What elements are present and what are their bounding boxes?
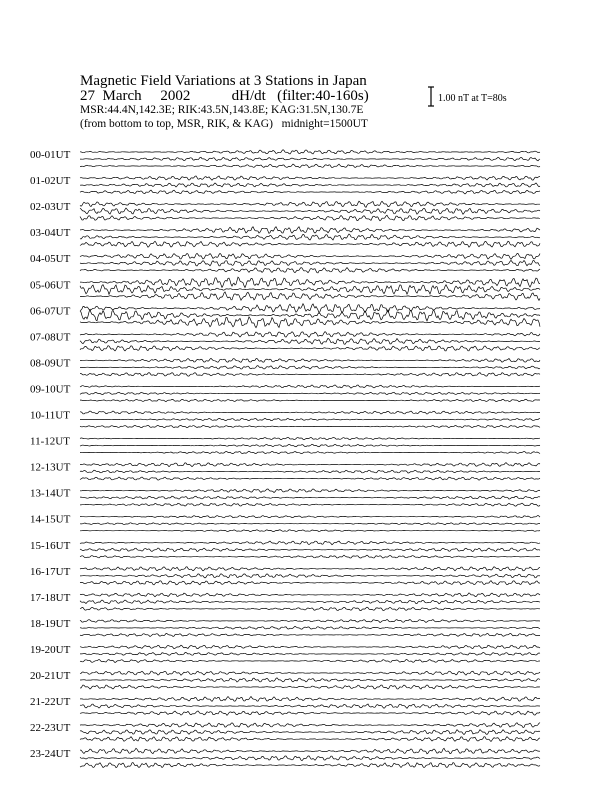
trace-rik — [80, 548, 540, 552]
trace-rik — [80, 444, 540, 446]
trace-rik — [80, 183, 540, 187]
trace-msr — [80, 241, 540, 247]
hour-label: 22-23UT — [30, 722, 71, 735]
scale-bar — [428, 87, 434, 106]
hour-label: 07-08UT — [30, 331, 71, 344]
trace-kag — [80, 385, 540, 388]
trace-msr — [80, 292, 540, 301]
hour-label: 20-21UT — [30, 670, 71, 682]
trace-msr — [80, 634, 540, 637]
trace-msr — [80, 190, 540, 194]
hour-label: 19-20UT — [30, 643, 71, 656]
trace-msr — [80, 503, 540, 506]
quantity-label: dH/dt — [231, 88, 266, 104]
hour-label: 14-15UT — [30, 513, 71, 526]
trace-msr — [80, 581, 540, 585]
trace-rik — [80, 157, 540, 161]
hour-label: 10-11UT — [30, 409, 70, 422]
trace-kag — [80, 697, 540, 702]
hour-label: 02-03UT — [30, 201, 71, 214]
trace-kag — [80, 645, 540, 649]
trace-msr — [80, 346, 540, 351]
trace-msr — [80, 763, 540, 768]
trace-rik — [80, 653, 540, 656]
hour-label: 05-06UT — [30, 279, 71, 292]
trace-kag — [80, 541, 540, 545]
trace-kag — [80, 332, 540, 338]
date-year: 2002 — [160, 88, 191, 104]
trace-kag — [80, 748, 540, 754]
trace-msr — [80, 477, 540, 480]
trace-kag — [80, 567, 540, 571]
hour-label: 16-17UT — [30, 565, 71, 578]
trace-kag — [80, 253, 540, 259]
stations-info: MSR:44.4N,142.3E; RIK:43.5N,143.8E; KAG:31.5N,130.7E — [80, 104, 364, 116]
midnight-note: midnight=1500UT — [281, 118, 368, 130]
trace-msr — [80, 711, 540, 715]
trace-rik — [80, 392, 540, 394]
trace-msr — [80, 215, 540, 220]
trace-kag — [80, 150, 540, 154]
trace-rik — [80, 260, 540, 266]
trace-kag — [80, 489, 540, 493]
hour-label: 03-04UT — [30, 227, 71, 240]
trace-kag — [80, 463, 540, 467]
trace-kag — [80, 593, 540, 597]
scale-bar-label: 1.00 nT at T=80s — [438, 93, 507, 104]
trace-kag — [80, 723, 540, 728]
trace-rik — [80, 285, 540, 295]
trace-kag — [80, 358, 540, 362]
trace-msr — [80, 317, 540, 328]
trace-rik — [80, 366, 540, 369]
hour-label: 11-12UT — [30, 435, 70, 448]
trace-rik — [80, 310, 540, 321]
trace-rik — [80, 626, 540, 629]
hour-label: 12-13UT — [30, 461, 71, 474]
trace-rik — [80, 574, 540, 578]
date-month: March — [102, 88, 142, 104]
trace-msr — [80, 530, 540, 532]
station-order: (from bottom to top, MSR, RIK, & KAG) — [80, 118, 273, 130]
trace-rik — [80, 704, 540, 708]
trace-msr — [80, 425, 540, 427]
trace-msr — [80, 607, 540, 610]
trace-msr — [80, 399, 540, 401]
trace-msr — [80, 659, 540, 662]
trace-rik — [80, 418, 540, 420]
hour-rows — [30, 149, 540, 768]
trace-kag — [80, 437, 540, 439]
trace-rik — [80, 496, 540, 499]
trace-msr — [80, 451, 540, 453]
hour-label: 09-10UT — [30, 383, 71, 396]
trace-rik — [80, 678, 540, 682]
trace-rik — [80, 470, 540, 473]
trace-msr — [80, 555, 540, 558]
trace-msr — [80, 737, 540, 742]
hour-label: 08-09UT — [30, 357, 71, 370]
trace-msr — [80, 164, 540, 168]
trace-rik — [80, 338, 540, 344]
trace-kag — [80, 201, 540, 207]
hour-label: 01-02UT — [30, 175, 71, 188]
hour-label: 18-19UT — [30, 617, 71, 630]
trace-rik — [80, 756, 540, 761]
trace-kag — [80, 277, 540, 287]
hour-label: 13-14UT — [30, 487, 71, 500]
trace-kag — [80, 619, 540, 622]
chart-title: Magnetic Field Variations at 3 Stations in Japan — [80, 73, 367, 89]
trace-rik — [80, 600, 540, 604]
trace-kag — [80, 515, 540, 517]
trace-kag — [80, 304, 540, 313]
trace-rik — [80, 523, 540, 525]
date-day: 27 — [80, 88, 95, 104]
trace-rik — [80, 730, 540, 735]
trace-msr — [80, 685, 540, 689]
trace-kag — [80, 671, 540, 675]
trace-kag — [80, 227, 540, 234]
trace-rik — [80, 234, 540, 240]
trace-kag — [80, 176, 540, 180]
trace-msr — [80, 373, 540, 377]
hour-label: 17-18UT — [30, 591, 71, 604]
trace-rik — [80, 208, 540, 214]
trace-msr — [80, 268, 540, 273]
hour-label: 04-05UT — [30, 253, 71, 266]
hour-label: 06-07UT — [30, 305, 71, 318]
hour-label: 00-01UT — [30, 149, 71, 161]
hour-label: 23-24UT — [30, 748, 71, 761]
hour-label: 15-16UT — [30, 539, 71, 552]
trace-kag — [80, 411, 540, 414]
filter-label: (filter:40-160s) — [277, 88, 369, 104]
hour-label: 21-22UT — [30, 696, 71, 709]
